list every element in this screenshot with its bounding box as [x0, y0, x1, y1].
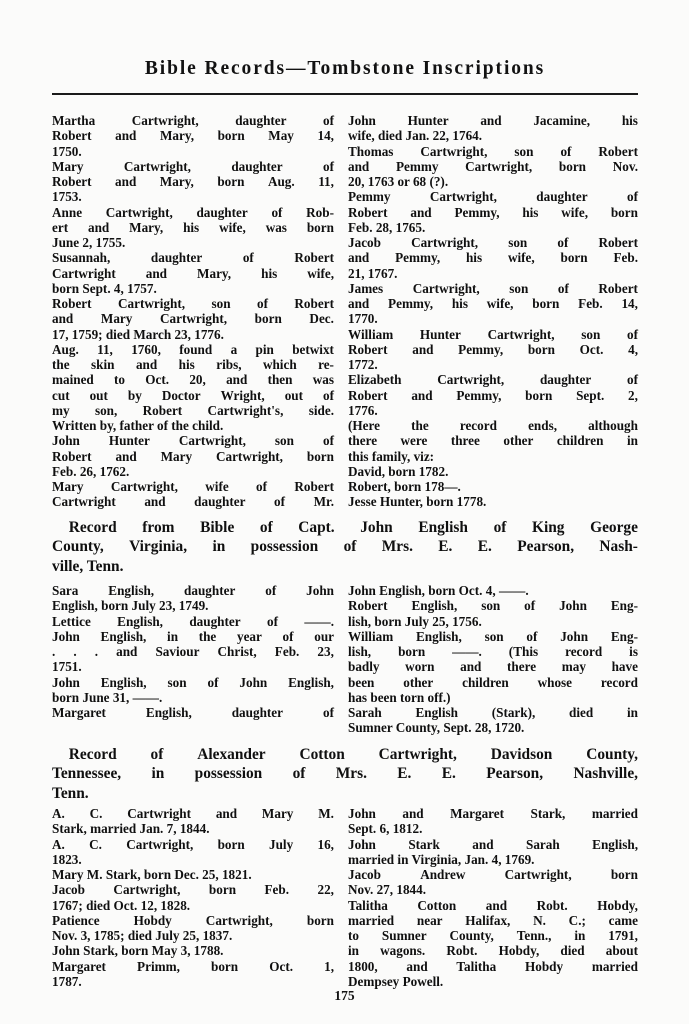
text-line: 1776.	[348, 402, 378, 418]
text-line: 21, 1767.	[348, 265, 398, 281]
cartwright-record-left-column	[52, 113, 334, 510]
text-line: 1767; died Oct. 12, 1828.	[52, 897, 191, 913]
text-line: Jacob Cartwright, son of Robert	[348, 235, 638, 250]
text-line: mained to Oct. 20, and then was	[52, 372, 334, 388]
text-line: Sarah English (Stark), died in	[348, 705, 638, 720]
english-record-left-column	[52, 583, 334, 720]
page-running-head: Bible Records—Tombstone Inscriptions	[144, 58, 546, 79]
text-line: John English, in the year of our	[52, 628, 334, 644]
text-line: Sara English, daughter of John	[52, 583, 334, 598]
text-line: Dempsey Powell.	[348, 973, 444, 989]
text-line: Feb. 26, 1762.	[52, 463, 130, 479]
text-line: to Sumner County, Tenn., in 1791,	[348, 928, 638, 943]
text-line: Aug. 11, 1760, found a pin betwixt	[52, 341, 334, 357]
text-line: Nov. 27, 1844.	[348, 882, 427, 898]
text-line: Patience Hobdy Cartwright, born	[52, 912, 334, 928]
text-line: lish, born ——. (This record is	[348, 644, 638, 659]
english-record-heading	[52, 518, 638, 576]
text-line: Anne Cartwright, daughter of Rob-	[52, 204, 334, 220]
text-line: 20, 1763 or 68 (?).	[348, 174, 449, 189]
cotton-record-heading	[52, 745, 638, 803]
text-line: 1753.	[52, 189, 82, 205]
text-line: John English, son of John English,	[52, 674, 334, 690]
text-line: John English, born Oct. 4, ——.	[348, 583, 529, 598]
text-line: English, born July 23, 1749.	[52, 598, 209, 614]
text-line: A. C. Cartwright and Mary M.	[52, 806, 334, 821]
text-line: Margaret Primm, born Oct. 1,	[52, 958, 334, 974]
text-line: Sumner County, Sept. 28, 1720.	[348, 720, 525, 736]
text-line: John Hunter and Jacamine, his	[348, 113, 638, 128]
text-line: Robert and Mary, born Aug. 11,	[52, 174, 334, 189]
text-line: the skin and his ribs, which re-	[52, 357, 334, 372]
text-line: Robert and Pemmy, his wife, born	[348, 204, 638, 220]
page-number: 175	[334, 988, 355, 1003]
text-line: there were three other children in	[348, 433, 638, 449]
text-line: 1787.	[52, 973, 82, 989]
text-line: and Pemmy, his wife, born Feb.	[348, 250, 638, 266]
text-line: 1770.	[348, 311, 378, 327]
text-line: married in Virginia, Jan. 4, 1769.	[348, 851, 535, 867]
text-line: Tenn.	[52, 784, 89, 802]
text-line: (Here the record ends, although	[348, 418, 638, 433]
text-line: John and Margaret Stark, married	[348, 806, 638, 821]
text-line: Record of Alexander Cotton Cartwright, Davidson County,	[68, 746, 638, 763]
text-line: ert and Mary, his wife, was born	[52, 219, 334, 235]
text-line: has been torn off.)	[348, 689, 451, 705]
text-line: and Mary Cartwright, born Dec.	[52, 311, 334, 327]
text-line: Mary M. Stark, born Dec. 25, 1821.	[52, 867, 252, 882]
cotton-record-left-column	[52, 806, 334, 989]
text-line: Talitha Cotton and Robt. Hobdy,	[348, 897, 638, 913]
text-line: 1823.	[52, 851, 82, 867]
text-line: married near Halifax, N. C.; came	[348, 912, 638, 928]
text-line: 1750.	[52, 143, 82, 159]
text-line: A. C. Cartwright, born July 16,	[52, 836, 334, 852]
text-line: and Pemmy Cartwright, born Nov.	[348, 158, 638, 174]
text-line: Jacob Cartwright, born Feb. 22,	[52, 882, 334, 898]
text-line: Robert English, son of John Eng-	[348, 598, 638, 614]
text-line: Written by, father of the child.	[52, 418, 224, 433]
text-line: Martha Cartwright, daughter of	[52, 113, 334, 128]
text-line: Elizabeth Cartwright, daughter of	[348, 372, 638, 388]
text-line: Jacob Andrew Cartwright, born	[348, 867, 638, 882]
text-line: Robert and Mary Cartwright, born	[52, 448, 334, 464]
text-line: in wagons. Robt. Hobdy, died about	[348, 943, 638, 959]
text-line: Lettice English, daughter of ——.	[52, 613, 334, 629]
text-line: 1772.	[348, 357, 378, 372]
text-line: Robert, born 178—.	[348, 479, 461, 494]
text-line: 1800, and Talitha Hobdy married	[348, 958, 638, 974]
text-line: . . . and Saviour Christ, Feb. 23,	[52, 644, 334, 659]
header-rule	[52, 93, 638, 95]
text-line: Susannah, daughter of Robert	[52, 250, 334, 266]
text-line: Robert Cartwright, son of Robert	[52, 296, 334, 311]
text-line: and Pemmy, his wife, born Feb. 14,	[348, 296, 638, 311]
text-line: County, Virginia, in possession of Mrs. E. E. Pearson, Nash-	[52, 538, 638, 556]
text-line: my son, Robert Cartwright's, side.	[52, 402, 334, 418]
text-line: June 2, 1755.	[52, 235, 126, 250]
text-line: Feb. 28, 1765.	[348, 219, 426, 235]
text-line: Robert and Pemmy, born Oct. 4,	[348, 341, 638, 357]
text-line: Cartwright and daughter of Mr.	[52, 494, 334, 510]
text-line: Mary Cartwright, daughter of	[52, 158, 334, 174]
text-line: born June 31, ——.	[52, 689, 163, 705]
text-line: Tennessee, in possession of Mrs. E. E. Pearson, Nashville,	[52, 765, 638, 783]
text-line: David, born 1782.	[348, 463, 449, 479]
text-line: this family, viz:	[348, 448, 435, 464]
text-line: Robert and Pemmy, born Sept. 2,	[348, 387, 638, 403]
text-line: ville, Tenn.	[52, 557, 124, 575]
text-line: John Stark, born May 3, 1788.	[52, 943, 224, 959]
text-line: Pemmy Cartwright, daughter of	[348, 189, 638, 205]
cartwright-record-right-column	[348, 113, 638, 510]
english-record-right-column	[348, 583, 638, 736]
text-line: Nov. 3, 1785; died July 25, 1837.	[52, 928, 233, 943]
text-line: been other children whose record	[348, 674, 638, 690]
text-line: John Stark and Sarah English,	[348, 836, 638, 852]
text-line: 17, 1759; died March 23, 1776.	[52, 326, 224, 342]
text-line: William Hunter Cartwright, son of	[348, 326, 638, 342]
text-line: cut out by Doctor Wright, out of	[52, 387, 334, 403]
text-line: wife, died Jan. 22, 1764.	[348, 128, 483, 144]
text-line: William English, son of John Eng-	[348, 628, 638, 644]
text-line: Stark, married Jan. 7, 1844.	[52, 821, 210, 837]
cotton-record-right-column	[348, 806, 638, 989]
text-line: Sept. 6, 1812.	[348, 821, 423, 837]
text-line: John Hunter Cartwright, son of	[52, 433, 334, 449]
text-line: badly worn and there may have	[348, 659, 638, 675]
text-line: Cartwright and Mary, his wife,	[52, 265, 334, 281]
text-line: James Cartwright, son of Robert	[348, 280, 638, 296]
text-line: 1751.	[52, 659, 82, 675]
text-line: Margaret English, daughter of	[52, 705, 334, 720]
text-line: Robert and Mary, born May 14,	[52, 128, 334, 144]
text-line: Record from Bible of Capt. John English of King George	[68, 519, 638, 536]
text-line: born Sept. 4, 1757.	[52, 280, 157, 296]
text-line: Mary Cartwright, wife of Robert	[52, 479, 334, 494]
text-line: lish, born July 25, 1756.	[348, 613, 482, 629]
text-line: Thomas Cartwright, son of Robert	[348, 143, 638, 159]
text-line: Jesse Hunter, born 1778.	[348, 494, 487, 510]
